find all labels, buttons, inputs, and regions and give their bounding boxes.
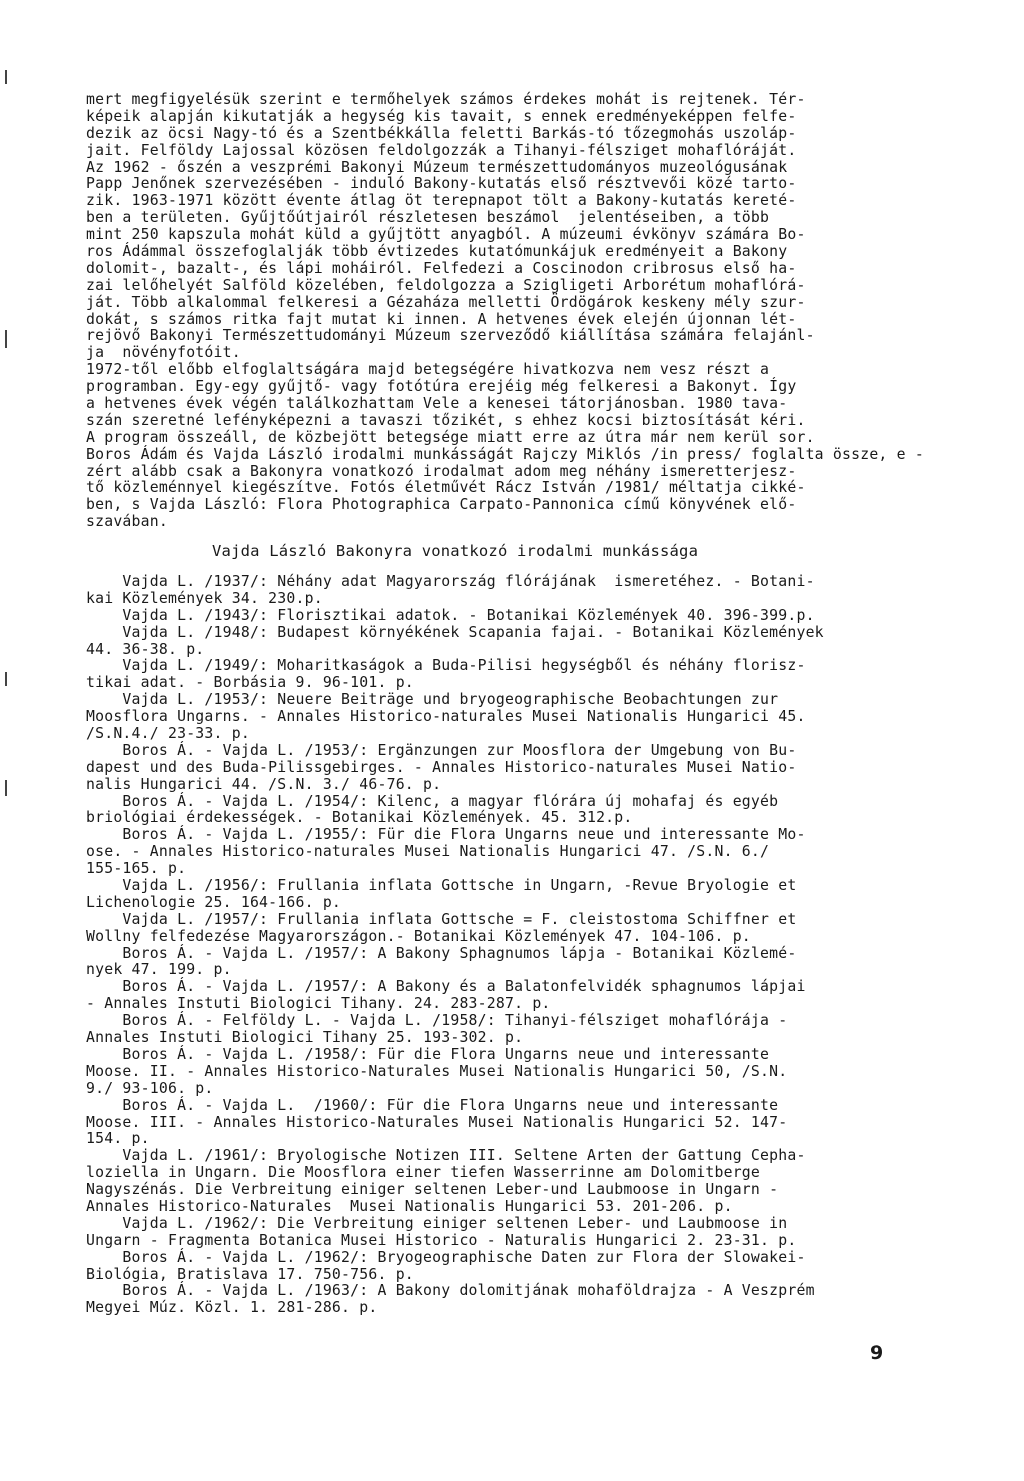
bibliography-line: nyek 47. 199. p.: [86, 961, 232, 979]
bibliography-line: Vajda L. /1961/: Bryologische Notizen III. Seltene Arten der Gattung Cepha-: [86, 1147, 806, 1165]
page-number: 9: [870, 1342, 884, 1364]
body-text-line: A program összeáll, de közbejött betegsége miatt erre az útra már nem kerül sor.: [86, 428, 815, 446]
body-text-line: Papp Jenőnek szervezésében - induló Bakony-kutatás első résztvevői közé tarto-: [86, 175, 797, 193]
bibliography-line: Lichenologie 25. 164-166. p.: [86, 893, 342, 911]
bibliography-line: Biológia, Bratislava 17. 750-756. p.: [86, 1265, 414, 1283]
body-text-line: ben, s Vajda László: Flora Photographica Carpato-Pannonica című könyvének elő-: [86, 496, 797, 514]
body-text-line: ja növényfotóit.: [86, 344, 241, 362]
section-heading: Vajda László Bakonyra vonatkozó irodalmi munkássága: [212, 542, 699, 560]
bibliography-line: Vajda L. /1937/: Néhány adat Magyarország flórájának ismeretéhez. - Botani-: [86, 573, 815, 590]
scan-margin-mark: [5, 330, 7, 348]
bibliography-line: Vajda L. /1953/: Neuere Beiträge und bryogeographische Beobachtungen zur: [86, 691, 779, 709]
body-text-line: Az 1962 - őszén a veszprémi Bakonyi Múzeum természettudományos muzeológusának: [86, 158, 788, 176]
bibliography-line: Vajda L. /1962/: Die Verbreitung einiger seltenen Leber- und Laubmoose in: [86, 1214, 788, 1232]
body-text-line: szán szeretné lefényképezni a tavaszi tőzikét, s ehhez kocsi biztosítását kéri.: [86, 411, 806, 429]
body-text-line: 1972-től előbb elfoglaltságára majd betegségére hivatkozva nem vesz részt a: [86, 361, 770, 379]
body-text-line: rejövő Bakonyi Természettudományi Múzeum szerveződő kiállítása számára felajánl-: [86, 327, 815, 345]
body-text-line: zik. 1963-1971 között évente átlag öt terepnapot tölt a Bakony-kutatás kereté-: [86, 192, 797, 210]
bibliography-line: Wollny felfedezése Magyarországon.- Botanikai Közlemények 47. 104-106. p.: [86, 927, 751, 945]
body-text-line: szavában.: [86, 513, 168, 531]
body-text-line: ját. Több alkalommal felkeresi a Gézaháza melletti Ördögárok keskeny mély szur-: [86, 293, 806, 311]
bibliography-line: 155-165. p.: [86, 860, 187, 878]
bibliography-line: Ungarn - Fragmenta Botanica Musei Historico - Naturalis Hungarici 2. 23-31. p.: [86, 1231, 797, 1249]
body-text-line: jait. Felföldy Lajossal közösen feldolgozzák a Tihanyi-félsziget mohaflóráját.: [86, 141, 797, 159]
bibliography-line: 44. 36-38. p.: [86, 640, 205, 658]
bibliography-line: /S.N.4./ 23-33. p.: [86, 725, 250, 743]
body-text-line: zért alább csak a Bakonyra vonatkozó irodalmat adom meg néhány ismeretterjesz-: [86, 462, 797, 480]
bibliography-line: 9./ 93-106. p.: [86, 1079, 214, 1097]
body-text-line: a hetvenes évek végén találkozhattam Vele a kenesei tátorjánosban. 1980 tava-: [86, 395, 788, 413]
bibliography-line: Vajda L. /1956/: Frullania inflata Gottsche in Ungarn, -Revue Bryologie et: [86, 877, 797, 895]
bibliography-line: loziella in Ungarn. Die Moosflora einer tiefen Wasserrinne am Dolomitberge: [86, 1164, 761, 1182]
bibliography-line: ose. - Annales Historico-naturales Musei Nationalis Hungarici 47. /S.N. 6./: [86, 843, 770, 861]
body-text-line: programban. Egy-egy gyűjtő- vagy fotótúra erejéig még felkeresi a Bakonyt. Így: [86, 378, 797, 396]
body-paragraph: [86, 91, 924, 531]
bibliography-line: dapest und des Buda-Pilissgebirges. - Annales Historico-naturales Musei Natio-: [86, 758, 797, 776]
bibliography-line: briológiai érdekességek. - Botanikai Közlemények. 45. 312.p.: [86, 809, 633, 827]
body-text-line: mert megfigyelésük szerint e termőhelyek számos érdekes mohát is rejtenek. Tér-: [86, 91, 806, 108]
bibliography-line: Vajda L. /1943/: Florisztikai adatok. - Botanikai Közlemények 40. 396-399.p.: [86, 606, 815, 624]
bibliography-line: Boros Á. - Vajda L. /1957/: A Bakony Sphagnumos lápja - Botanikai Közlemé-: [86, 944, 797, 962]
bibliography-line: Boros Á. - Vajda L. /1953/: Ergänzungen zur Moosflora der Umgebung von Bu-: [86, 741, 797, 759]
bibliography-line: Vajda L. /1957/: Frullania inflata Gottsche = F. cleistostoma Schiffner et: [86, 910, 797, 928]
bibliography-line: tikai adat. - Borbásia 9. 96-101. p.: [86, 674, 414, 692]
bibliography-line: Boros Á. - Vajda L. /1955/: Für die Flora Ungarns neue und interessante Mo-: [86, 826, 806, 844]
bibliography-line: - Annales Instuti Biologici Tihany. 24. 283-287. p.: [86, 995, 551, 1013]
bibliography-line: Moosflora Ungarns. - Annales Historico-naturales Musei Nationalis Hungarici 45.: [86, 708, 806, 726]
bibliography-line: Moose. II. - Annales Historico-Naturales Musei Nationalis Hungarici 50, /S.N.: [86, 1062, 788, 1080]
body-text-line: dolomit-, bazalt-, és lápi moháiról. Felfedezi a Coscinodon cribrosus első ha-: [86, 259, 797, 277]
bibliography-line: Annales Instuti Biologici Tihany 25. 193-302. p.: [86, 1029, 524, 1047]
bibliography-line: Vajda L. /1948/: Budapest környékének Scapania fajai. - Botanikai Közlemények: [86, 623, 824, 641]
body-text-line: ros Ádámmal összefoglalják több évtizedes kutatómunkájuk eredményeit a Bakony: [86, 243, 788, 261]
bibliography-line: kai Közlemények 34. 230.p.: [86, 589, 323, 607]
bibliography-line: Moose. III. - Annales Historico-Naturales Musei Nationalis Hungarici 52. 147-: [86, 1113, 788, 1131]
bibliography-line: Megyei Múz. Közl. 1. 281-286. p.: [86, 1299, 378, 1317]
body-text-line: dokát, s számos ritka fajt mutat ki innen. A hetvenes évek elején újonnan lét-: [86, 310, 797, 328]
bibliography-line: Boros Á. - Vajda L. /1958/: Für die Flora Ungarns neue und interessante: [86, 1045, 770, 1063]
bibliography-line: Boros Á. - Felföldy L. - Vajda L. /1958/: Tihanyi-félsziget mohaflórája -: [86, 1012, 788, 1030]
body-text-line: dezik az öcsi Nagy-tó és a Szentbékkálla feletti Barkás-tó tőzegmohás uszoláp-: [86, 124, 797, 142]
body-text-line: képeik alapján kikutatják a hegység kis tavait, s ennek eredményeképpen felfe-: [86, 107, 797, 125]
bibliography-line: Boros Á. - Vajda L. /1957/: A Bakony és a Balatonfelvidék sphagnumos lápjai: [86, 978, 806, 996]
scan-margin-mark: [5, 672, 7, 686]
bibliography-line: nalis Hungarici 44. /S.N. 3./ 46-76. p.: [86, 775, 442, 793]
bibliography-line: Boros Á. - Vajda L. /1954/: Kilenc, a magyar flórára új mohafaj és egyéb: [86, 792, 779, 810]
bibliography-line: 154. p.: [86, 1130, 150, 1148]
scan-margin-mark: [5, 70, 7, 84]
body-text-line: Boros Ádám és Vajda László irodalmi munkásságát Rajczy Miklós /in press/ foglalta össze, e -: [86, 445, 924, 463]
bibliography-line: Vajda L. /1949/: Moharitkaságok a Buda-Pilisi hegységből és néhány florisz-: [86, 657, 806, 675]
bibliography-line: Boros Á. - Vajda L. /1960/: Für die Flora Ungarns neue und interessante: [86, 1096, 779, 1114]
bibliography-line: Boros Á. - Vajda L. /1962/: Bryogeographische Daten zur Flora der Slowakei-: [86, 1248, 806, 1266]
bibliography-line: Boros Á. - Vajda L. /1963/: A Bakony dolomitjának mohaföldrajza - A Veszprém: [86, 1282, 815, 1300]
body-text-line: tő közleménnyel kiegészítve. Fotós életművét Rácz István /1981/ méltatja cikké-: [86, 479, 806, 497]
body-text-line: zai lelőhelyét Salföld közelében, feldolgozza a Szigligeti Arborétum mohaflórá-: [86, 276, 806, 294]
bibliography-line: Nagyszénás. Die Verbreitung einiger seltenen Leber-und Laubmoose in Ungarn -: [86, 1181, 779, 1199]
body-text-line: mint 250 kapszula mohát küld a gyűjtött anyagból. A múzeumi évkönyv számára Bo-: [86, 226, 806, 244]
bibliography-list: [86, 574, 898, 1317]
body-text-line: ben a területen. Gyűjtőútjairól részletesen beszámol jelentéseiben, a több: [86, 209, 770, 227]
bibliography-line: Annales Historico-Naturales Musei Nationalis Hungarici 53. 201-206. p.: [86, 1197, 733, 1215]
scan-margin-mark: [5, 780, 7, 796]
